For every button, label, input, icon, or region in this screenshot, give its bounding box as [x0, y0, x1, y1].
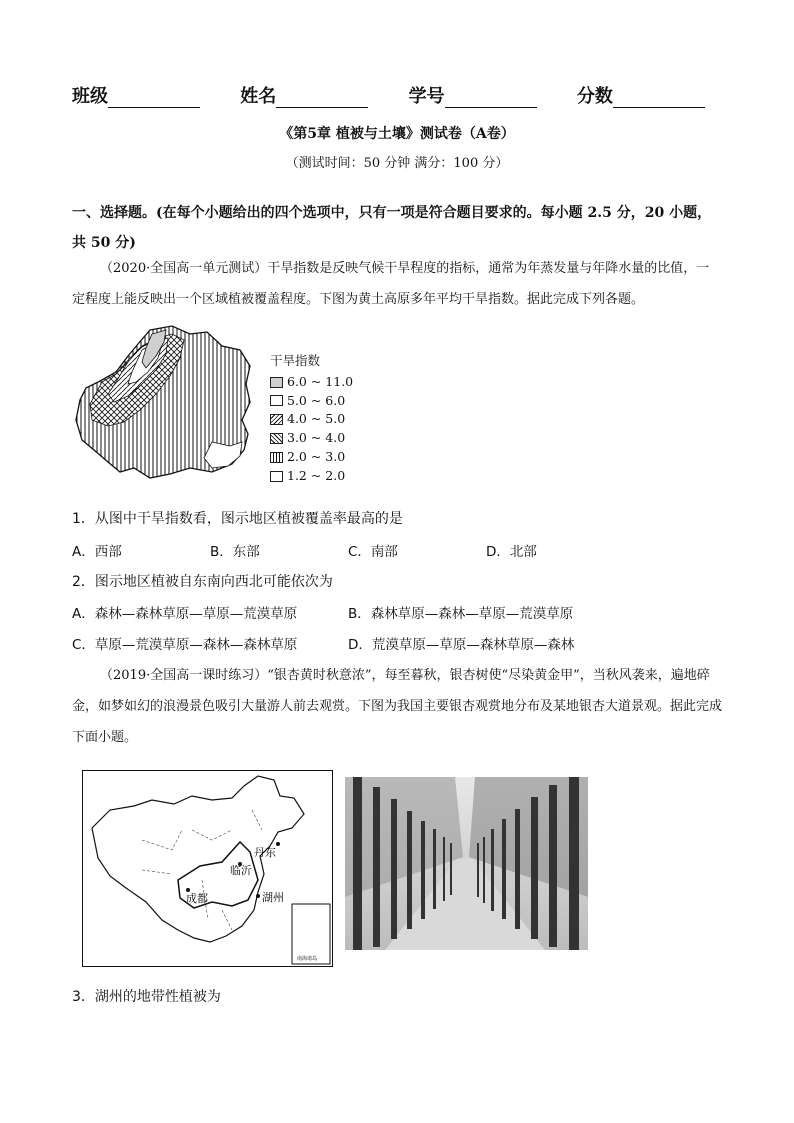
zone-1-2: [204, 442, 242, 468]
section-heading: 一、选择题。(在每个小题给出的四个选项中，只有一项是符合题目要求的。每小题 2.5 分，20 小题，共 50 分): [72, 205, 712, 251]
ginkgo-viewing-map: [82, 770, 333, 967]
legend-item: 6.0 ~ 11.0: [270, 373, 353, 392]
huzhou-dot: [256, 894, 260, 898]
linyi-label: 临沂: [230, 864, 252, 877]
legend-swatch: [270, 433, 283, 444]
q2-option-d[interactable]: D．荒漠草原—草原—森林草原—森林: [348, 637, 575, 653]
legend-item: 4.0 ~ 5.0: [270, 410, 353, 429]
legend-swatch: [270, 471, 283, 482]
score-field[interactable]: 分数: [577, 82, 705, 108]
south-china-sea-inset: [292, 904, 330, 964]
q2-option-b[interactable]: B．森林草原—森林—草原—荒漠草原: [348, 606, 574, 622]
passage-2: （2019·全国高一课时练习）“银杏黄时秋意浓”，每至暮秋，银杏树使“尽染黄金甲”，当秋风袭来，遍地碎金，如梦如幻的浪漫景色吸引大量游人前去观赏。下图为我国主要银杏观赏地分布及某地银杏大道景观。据此完成下面小题。: [72, 668, 723, 745]
legend-swatch: [270, 395, 283, 406]
q1-option-a[interactable]: A．西部: [72, 544, 122, 560]
dandong-dot: [276, 842, 280, 846]
legend-title: 干旱指数: [270, 353, 321, 368]
loess-plateau-map: [72, 322, 262, 492]
page-title: 《第5章 植被与土壤》测试卷（A卷）: [279, 126, 515, 142]
student-info-line: [72, 82, 705, 108]
q2-option-c[interactable]: C．草原—荒漠草原—森林—森林草原: [72, 637, 298, 653]
name-field[interactable]: 姓名: [240, 82, 368, 108]
ginkgo-avenue-photo: [345, 777, 588, 950]
q2-option-a[interactable]: A．森林—森林草原—草原—荒漠草原: [72, 606, 298, 622]
q1-option-d[interactable]: D．北部: [486, 544, 537, 560]
map-legend: [270, 352, 353, 486]
legend-item: 1.2 ~ 2.0: [270, 467, 353, 486]
question-3-stem: 3．湖州的地带性植被为: [72, 989, 221, 1005]
q1-option-b[interactable]: B．东部: [210, 544, 260, 560]
inset-label: 南海诸岛: [297, 956, 318, 962]
chengdu-label: 成都: [186, 892, 208, 905]
legend-swatch: [270, 377, 283, 388]
huzhou-label: 湖州: [262, 891, 284, 904]
dandong-label: 丹东: [254, 846, 276, 859]
page-subtitle: （测试时间：50 分钟 满分：100 分）: [285, 156, 509, 171]
legend-item: 3.0 ~ 4.0: [270, 429, 353, 448]
class-field[interactable]: 班级: [72, 82, 200, 108]
legend-item: 2.0 ~ 3.0: [270, 448, 353, 467]
question-1-stem: 1．从图中干旱指数看，图示地区植被覆盖率最高的是: [72, 511, 403, 527]
question-2-stem: 2．图示地区植被自东南向西北可能依次为: [72, 574, 333, 590]
legend-item: 5.0 ~ 6.0: [270, 392, 353, 411]
legend-swatch: [270, 452, 283, 463]
legend-swatch: [270, 414, 283, 425]
q1-option-c[interactable]: C．南部: [348, 544, 398, 560]
passage-1: （2020·全国高一单元测试）干旱指数是反映气候干旱程度的指标，通常为年蒸发量与年降水量的比值，一定程度上能反映出一个区域植被覆盖程度。下图为黄土高原多年平均干旱指数。据此完成下列各题。: [72, 261, 710, 307]
student-number-field[interactable]: 学号: [409, 82, 537, 108]
